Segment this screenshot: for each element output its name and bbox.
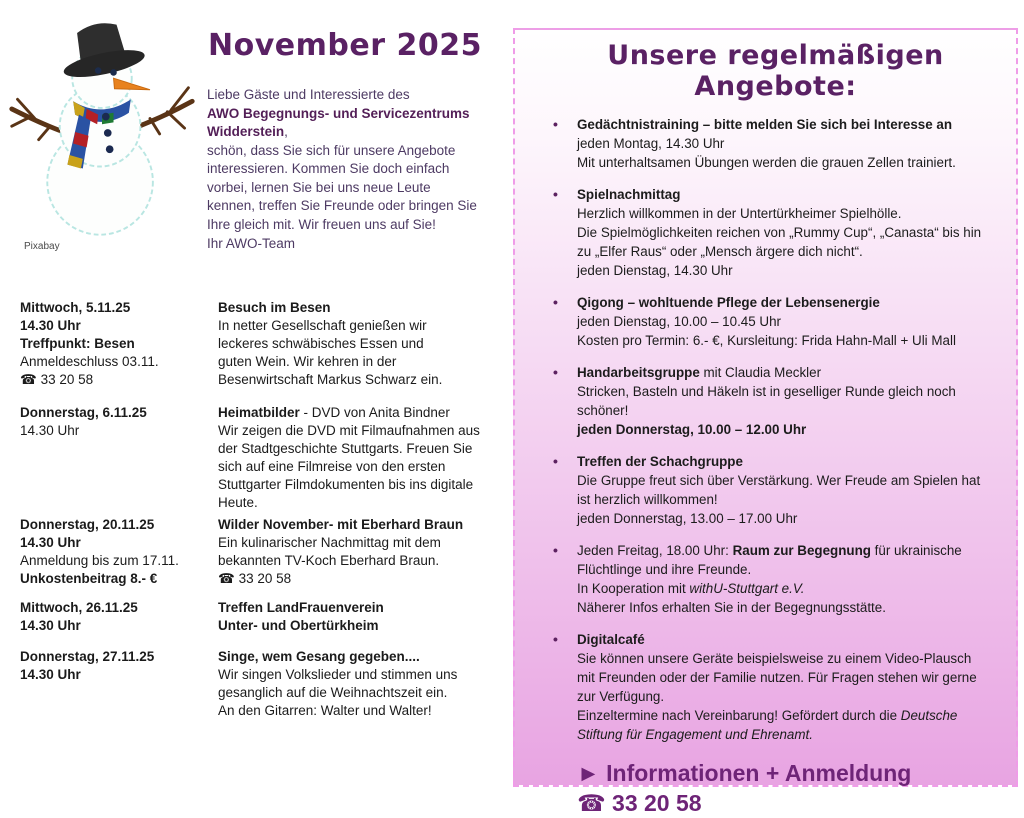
intro-text: Liebe Gäste und Interessierte des AWO Begegnungs- und Servicezentrums Widderstein, schön, dass Sie sich für unsere Angebote interessieren. Kommen Sie doch einfach vorbei, lernen Sie bei uns neue Leute kennen, treffen Sie Freunde oder bringen Sie Ihre gleich mit. Wir freuen uns auf Sie! — [207, 87, 477, 232]
footer-info — [577, 758, 1000, 818]
event-row-besuch-im-besen — [20, 299, 518, 389]
phone-number: ☎ 33 20 58 — [218, 571, 292, 586]
event-description: Treffen LandFrauenverein Unter- und Obertürkheim — [218, 600, 384, 633]
event-description: Heimatbilder - DVD von Anita Bindner Wir zeigen die DVD mit Filmaufnahmen aus der Stadtgeschichte Stuttgarts. Freuen Sie sich auf eine Filmreise von den ersten Stuttgarter Filmdokumenten bis ins digitale Heute. — [218, 405, 480, 510]
event-date: Donnerstag, 27.11.25 14.30 Uhr — [20, 649, 155, 682]
offer-digitalcafe: • Digitalcafé Sie können unsere Geräte beispielsweise zu einem Video-Plausch mit Freunden oder der Familie nutzen. Für Fragen stehen wir gerne zur Verfügung. Einzeltermine nach Vereinbarung! Gefördert durch die Deutsche Stiftung für Engagement und Ehrenamt. — [551, 630, 1000, 744]
phone-number: ☎ 33 20 58 — [20, 372, 94, 387]
event-date: Donnerstag, 6.11.25 14.30 Uhr — [20, 405, 147, 438]
offer-gedaechtnistraining: • Gedächtnistraining – bitte melden Sie sich bei Interesse an jeden Montag, 14.30 Uhr Mit unterhaltsamen Übungen werden die grauen Zellen trainiert. — [551, 115, 1000, 172]
offer-schachgruppe: • Treffen der Schachgruppe Die Gruppe freut sich über Verstärkung. Wer Freude am Spielen hat ist herzlich willkommen! jeden Donnerstag, 13.00 – 17.00 Uhr — [551, 452, 1000, 528]
page-title: November 2025 — [208, 28, 482, 63]
snowman-image — [6, 20, 198, 242]
offer-spielnachmittag: • Spielnachmittag Herzlich willkommen in der Untertürkheimer Spielhölle. Die Spielmöglichkeiten reichen von „Rummy Cup“, „Canasta“ bis hin zu „Elfer Raus“ oder „Mensch ärgere dich nicht“. jeden Dienstag, 14.30 Uhr — [551, 185, 1000, 280]
offer-handarbeitsgruppe: • Handarbeitsgruppe mit Claudia Meckler Stricken, Basteln und Häkeln ist in geselliger Runde gleich noch schöner! jeden Donnerstag, 10.00 – 12.00 Uhr — [551, 363, 1000, 439]
footer-label: Informationen + Anmeldung — [606, 760, 912, 786]
snowman-illustration — [6, 20, 198, 242]
event-description: Wilder November- mit Eberhard Braun Ein kulinarischer Nachmittag mit dem bekannten TV-Koch Eberhard Braun. ☎ 33 20 58 — [218, 516, 518, 588]
regular-offers-panel — [513, 28, 1018, 816]
event-row-singe — [20, 648, 518, 720]
footer-phone-number: 33 20 58 — [612, 790, 702, 816]
event-row-wilder-november — [20, 516, 518, 588]
image-credit: Pixabay — [24, 241, 60, 252]
event-date: Mittwoch, 26.11.25 14.30 Uhr — [20, 600, 138, 633]
offer-raum-zur-begegnung: • Jeden Freitag, 18.00 Uhr: Raum zur Begegnung für ukrainische Flüchtlinge und ihre Freunde. In Kooperation mit withU-Stuttgart e.V. Näherer Infos erhalten Sie in der Begegnungsstätte. — [551, 541, 1000, 617]
event-row-heimatbilder — [20, 404, 518, 512]
arrow-icon: ► — [577, 760, 600, 786]
offer-qigong: • Qigong – wohltuende Pflege der Lebensenergie jeden Dienstag, 10.00 – 10.45 Uhr Kosten pro Termin: 6.- €, Kursleitung: Frida Hahn-Mall + Uli Mall — [551, 293, 1000, 350]
event-description: Besuch im Besen In netter Gesellschaft genießen wir leckeres schwäbisches Essen und guten Wein. Wir kehren in der Besenwirtschaft Markus Schwarz ein. — [218, 300, 443, 387]
event-row-landfrauenverein — [20, 599, 518, 635]
event-description: Singe, wem Gesang gegeben.... Wir singen Volkslieder und stimmen uns gesanglich auf die Weihnachtszeit ein. An den Gitarren: Walter und Walter! — [218, 649, 458, 718]
offers-title: Unsere regelmäßigen Angebote: — [607, 40, 944, 102]
top-hat — [55, 16, 146, 83]
event-date: Mittwoch, 5.11.25 14.30 Uhr Treffpunkt: Besen Anmeldeschluss 03.11. ☎ 33 20 58 — [20, 299, 218, 389]
event-date: Donnerstag, 20.11.25 14.30 Uhr Anmeldung bis zum 17.11. Unkostenbeitrag 8.- € — [20, 517, 179, 586]
signoff-text: Ihr AWO-Team — [207, 236, 296, 251]
phone-icon: ☎ — [577, 790, 606, 816]
